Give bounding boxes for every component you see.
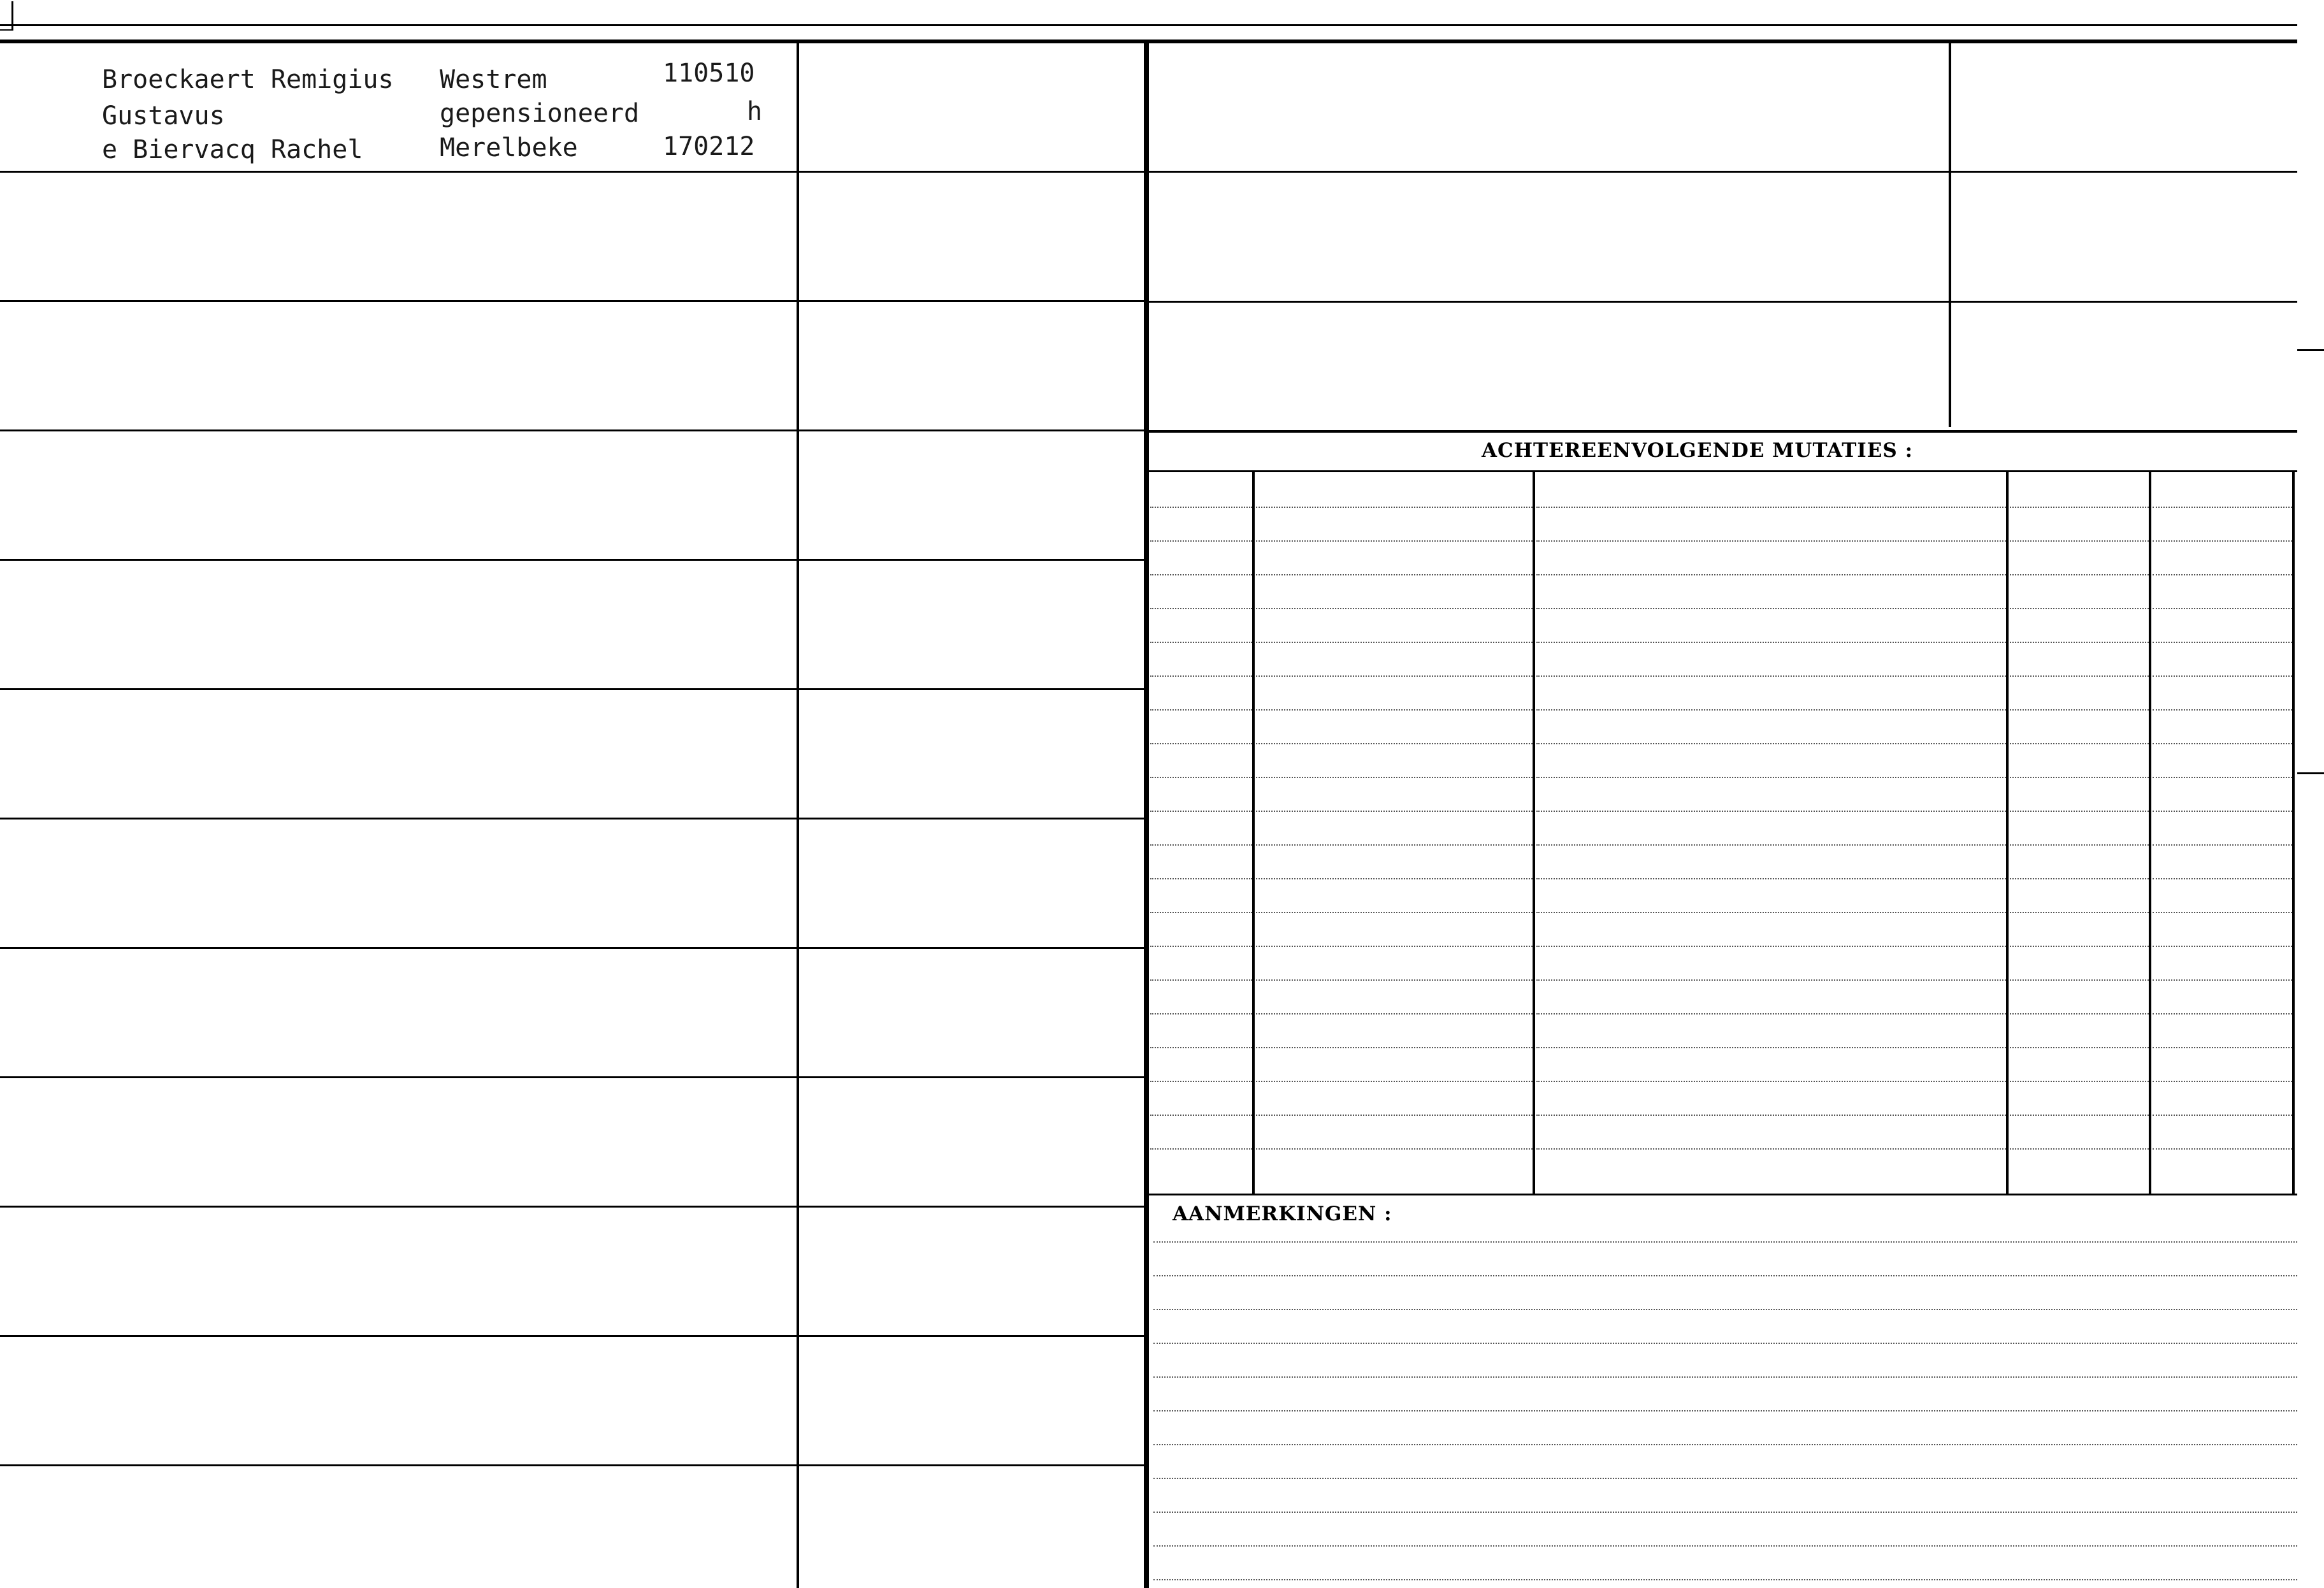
mutations-entry-line [1150, 709, 1252, 711]
mutations-entry-line [2010, 878, 2149, 879]
mutations-entry-line [1536, 743, 2006, 744]
mutations-entry-line [1536, 912, 2006, 913]
row-rule [0, 429, 1144, 431]
mutations-entry-line [1536, 979, 2006, 981]
mutations-entry-line [2153, 777, 2292, 778]
mutations-entry-line [1256, 1013, 1533, 1014]
mutations-entry-line [2153, 1115, 2292, 1116]
spouse-birth-date: 170212 [663, 132, 755, 161]
mutations-entry-line [1150, 979, 1252, 981]
mutations-entry-line [1536, 1081, 2006, 1082]
corner-mark [0, 1, 13, 31]
mutations-entry-line [1536, 540, 2006, 542]
mutations-entry-line [1536, 675, 2006, 677]
mutations-entry-line [1150, 1115, 1252, 1116]
mutations-entry-line [2010, 1115, 2149, 1116]
row-rule [0, 171, 1144, 173]
mutations-entry-line [1536, 1148, 2006, 1150]
mutations-entry-line [2010, 811, 2149, 812]
mutations-entry-line [1256, 844, 1533, 846]
mutations-rule-top [1149, 430, 2297, 433]
mutations-entry-line [2010, 642, 2149, 643]
mutations-entry-line [1150, 540, 1252, 542]
mutations-entry-line [2010, 1148, 2149, 1150]
remarks-entry-line [1153, 1376, 2297, 1378]
mutations-entry-line [1536, 574, 2006, 575]
birth-date: 110510 [663, 59, 755, 88]
remarks-entry-line [1153, 1343, 2297, 1344]
top-rule-thin [0, 24, 2297, 26]
mutations-entry-line [1256, 1047, 1533, 1048]
mutations-entry-line [1256, 811, 1533, 812]
mutations-entry-line [2153, 878, 2292, 879]
row-rule [0, 1206, 1144, 1208]
mutations-header: ACHTEREENVOLGENDE MUTATIES : [1482, 439, 1914, 462]
mutations-entry-line [2153, 743, 2292, 744]
mutations-entry-line [1256, 777, 1533, 778]
remarks-entry-line [1153, 1444, 2297, 1445]
mutations-entry-line [1150, 608, 1252, 609]
mutations-entry-line [2153, 540, 2292, 542]
mutations-entry-line [1256, 1148, 1533, 1150]
mutations-entry-line [1256, 540, 1533, 542]
mutations-col [2149, 470, 2151, 1194]
mutations-col [2006, 470, 2009, 1194]
mutations-entry-line [2153, 574, 2292, 575]
divider-left [797, 40, 799, 1588]
mutations-entry-line [2010, 979, 2149, 981]
mutations-entry-line [2153, 946, 2292, 947]
row-rule [0, 947, 1144, 949]
mutations-col [1252, 470, 1255, 1194]
mutations-entry-line [1150, 743, 1252, 744]
mutations-entry-line [1536, 878, 2006, 879]
marker: h [747, 97, 763, 126]
mutations-entry-line [1150, 675, 1252, 677]
mutations-entry-line [1536, 1115, 2006, 1116]
mutations-entry-line [1150, 844, 1252, 846]
remarks-header: AANMERKINGEN : [1173, 1202, 1392, 1225]
mutations-entry-line [1536, 507, 2006, 508]
mutations-entry-line [1256, 878, 1533, 879]
mutations-entry-line [1150, 507, 1252, 508]
row-rule [0, 1335, 1144, 1337]
mutations-entry-line [2010, 675, 2149, 677]
name-line-2: Gustavus [102, 101, 225, 131]
mutations-entry-line [1150, 1148, 1252, 1150]
mutations-entry-line [1150, 811, 1252, 812]
remarks-entry-line [1153, 1241, 2297, 1243]
mutations-entry-line [1150, 777, 1252, 778]
mutations-entry-line [2010, 1081, 2149, 1082]
divider-main [1144, 40, 1149, 1588]
remarks-entry-line [1153, 1309, 2297, 1310]
mutations-entry-line [2010, 709, 2149, 711]
mutations-entry-line [2010, 743, 2149, 744]
row-rule [0, 1076, 1144, 1078]
mutations-entry-line [2010, 574, 2149, 575]
name-line-1: Broeckaert Remigius [102, 65, 394, 94]
remarks-entry-line [1153, 1579, 2297, 1580]
mutations-entry-line [2010, 540, 2149, 542]
mutations-entry-line [1256, 642, 1533, 643]
mutations-entry-line [2153, 811, 2292, 812]
mutations-entry-line [1150, 878, 1252, 879]
mutations-rule-bottom [1149, 1194, 2297, 1195]
mutations-entry-line [1150, 1081, 1252, 1082]
mutations-entry-line [2010, 507, 2149, 508]
mutations-entry-line [1150, 1047, 1252, 1048]
mutations-entry-line [1256, 946, 1533, 947]
mutations-entry-line [2153, 1047, 2292, 1048]
row-rule [0, 688, 1144, 690]
remarks-entry-line [1153, 1478, 2297, 1479]
mutations-entry-line [2153, 642, 2292, 643]
row-rule [0, 818, 1144, 819]
mutations-entry-line [2010, 777, 2149, 778]
mutations-entry-line [1536, 608, 2006, 609]
mutations-entry-line [1256, 979, 1533, 981]
row-rule [0, 300, 1144, 302]
mutations-entry-line [1536, 946, 2006, 947]
mutations-entry-line [1256, 912, 1533, 913]
mutations-entry-line [1256, 1081, 1533, 1082]
divider-right-upper [1949, 40, 1951, 427]
mutations-entry-line [1150, 1013, 1252, 1014]
right-row-rule [1149, 301, 2297, 303]
mutations-entry-line [1256, 574, 1533, 575]
mutations-entry-line [1536, 1013, 2006, 1014]
mutations-entry-line [1150, 946, 1252, 947]
remarks-entry-line [1153, 1410, 2297, 1411]
mutations-col [1533, 470, 1535, 1194]
mutations-entry-line [1150, 574, 1252, 575]
mutations-entry-line [2153, 608, 2292, 609]
mutations-entry-line [2153, 1013, 2292, 1014]
mutations-entry-line [2010, 1047, 2149, 1048]
mutations-entry-line [1256, 743, 1533, 744]
mutations-entry-line [1536, 844, 2006, 846]
mutations-entry-line [2153, 1148, 2292, 1150]
mutations-entry-line [1256, 608, 1533, 609]
mutations-col [2292, 470, 2295, 1194]
mutations-entry-line [1150, 642, 1252, 643]
right-row-rule [1149, 171, 2297, 173]
mutations-entry-line [2010, 844, 2149, 846]
mutations-entry-line [2010, 946, 2149, 947]
mutations-entry-line [2010, 1013, 2149, 1014]
mutations-entry-line [1536, 1047, 2006, 1048]
mutations-entry-line [1256, 507, 1533, 508]
row-rule [0, 1464, 1144, 1466]
remarks-entry-line [1153, 1275, 2297, 1276]
spouse-place: Merelbeke [440, 133, 578, 162]
mutations-entry-line [1536, 811, 2006, 812]
remarks-entry-line [1153, 1512, 2297, 1513]
mutations-entry-line [2153, 709, 2292, 711]
mutations-entry-line [2010, 912, 2149, 913]
mutations-entry-line [2153, 675, 2292, 677]
row-rule [0, 559, 1144, 561]
place-of-birth: Westrem [440, 65, 547, 94]
mutations-entry-line [2153, 844, 2292, 846]
mutations-entry-line [1256, 675, 1533, 677]
edge-tick [2297, 772, 2324, 774]
mutations-entry-line [2153, 1081, 2292, 1082]
mutations-entry-line [2010, 608, 2149, 609]
mutations-entry-line [2153, 507, 2292, 508]
mutations-entry-line [1256, 709, 1533, 711]
mutations-entry-line [1256, 1115, 1533, 1116]
mutations-entry-line [1536, 709, 2006, 711]
mutations-entry-line [1536, 642, 2006, 643]
mutations-entry-line [2153, 912, 2292, 913]
occupation: gepensioneerd [440, 99, 640, 128]
mutations-rule-sub [1149, 470, 2297, 472]
spouse-name: e Biervacq Rachel [102, 135, 363, 164]
mutations-entry-line [1536, 777, 2006, 778]
mutations-entry-line [1150, 912, 1252, 913]
remarks-entry-line [1153, 1545, 2297, 1547]
mutations-entry-line [2153, 979, 2292, 981]
edge-tick [2297, 349, 2324, 351]
